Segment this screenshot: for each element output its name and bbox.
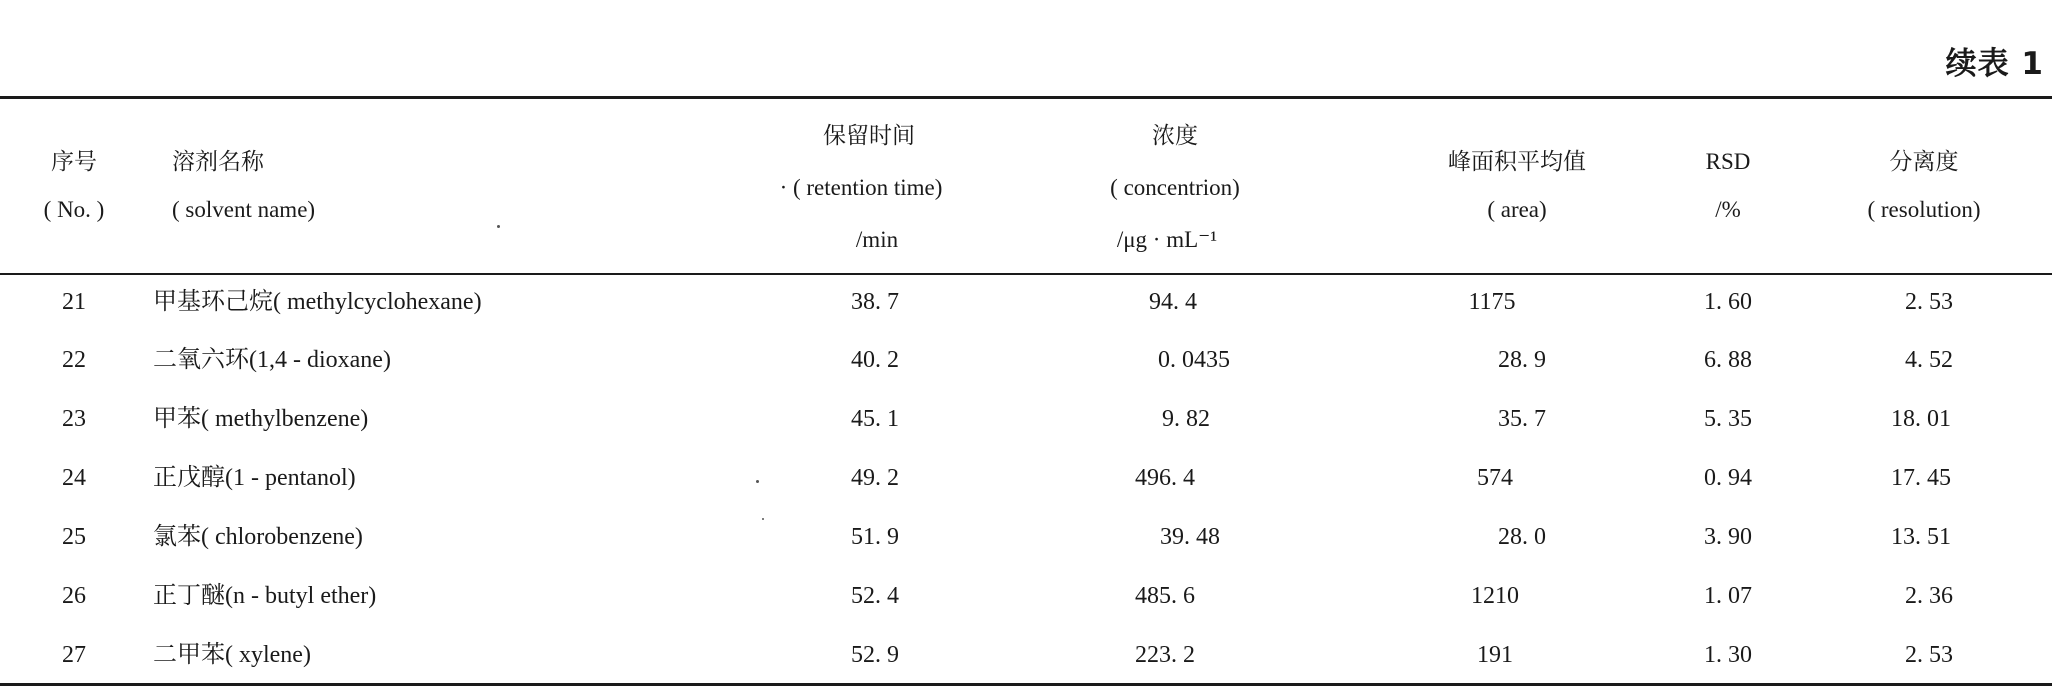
cell-retention: 40. 2 [851,347,899,373]
header-area-zh: 峰面积平均值 [1448,149,1586,174]
cell-retention: 52. 9 [851,642,899,668]
cell-area: 28. 9 [1498,347,1546,373]
table-top-rule [0,96,2052,99]
cell-solvent: 甲基环己烷( methylcyclohexane) [153,289,482,315]
speck [756,480,759,483]
cell-rsd: 3. 90 [1704,524,1752,550]
cell-concentration: 39. 48 [1160,524,1220,550]
cell-rsd: 5. 35 [1704,406,1752,432]
table-caption: 续表 1 [1945,46,2044,82]
header-resolution-zh: 分离度 [1889,149,1959,174]
cell-solvent: 二氧六环(1,4 - dioxane) [153,347,391,373]
cell-concentration: 0. 0435 [1158,347,1230,373]
cell-no: 26 [62,583,86,609]
cell-retention: 45. 1 [851,406,899,432]
header-solvent-en: ( solvent name) [172,197,316,222]
cell-resolution: 2. 53 [1905,642,1953,668]
header-rsd-unit: /% [1715,197,1741,222]
cell-area: 1210 [1471,583,1519,609]
cell-no: 21 [62,289,86,315]
header-retention-zh: 保留时间 [823,123,915,148]
cell-no: 27 [62,642,86,668]
cell-no: 22 [62,347,86,373]
cell-retention: 38. 7 [851,289,899,315]
cell-retention: 49. 2 [851,465,899,491]
header-no-zh: 序号 [51,149,97,174]
cell-resolution: 2. 53 [1905,289,1953,315]
cell-retention: 51. 9 [851,524,899,550]
table-header-rule [0,273,2052,275]
header-rsd: RSD [1705,149,1751,174]
cell-rsd: 0. 94 [1704,465,1752,491]
cell-solvent: 氯苯( chlorobenzene) [153,524,363,550]
cell-concentration: 223. 2 [1135,642,1195,668]
cell-rsd: 6. 88 [1704,347,1752,373]
cell-no: 25 [62,524,86,550]
header-resolution-en: ( resolution) [1867,197,1981,222]
cell-solvent: 二甲苯( xylene) [153,642,311,668]
cell-area: 35. 7 [1498,406,1546,432]
cell-concentration: 496. 4 [1135,465,1195,491]
cell-resolution: 2. 36 [1905,583,1953,609]
speck [497,225,500,228]
cell-concentration: 94. 4 [1149,289,1197,315]
cell-retention: 52. 4 [851,583,899,609]
header-area-en: ( area) [1487,197,1547,222]
header-concentration-zh: 浓度 [1152,123,1198,148]
cell-resolution: 18. 01 [1891,406,1951,432]
cell-no: 23 [62,406,86,432]
cell-area: 574 [1477,465,1513,491]
header-no-en: ( No. ) [43,197,105,222]
cell-area: 1175 [1468,289,1516,315]
cell-concentration: 485. 6 [1135,583,1195,609]
cell-rsd: 1. 60 [1704,289,1752,315]
cell-resolution: 13. 51 [1891,524,1951,550]
cell-rsd: 1. 30 [1704,642,1752,668]
speck [762,518,764,520]
cell-resolution: 4. 52 [1905,347,1953,373]
cell-area: 191 [1477,642,1513,668]
table-bottom-rule [0,683,2052,686]
header-retention-unit: /min [855,227,899,252]
header-concentration-unit: /μg · mL⁻¹ [1116,227,1218,252]
header-concentration-en: ( concentrion) [1110,175,1240,200]
cell-area: 28. 0 [1498,524,1546,550]
cell-solvent: 甲苯( methylbenzene) [153,406,369,432]
cell-resolution: 17. 45 [1891,465,1951,491]
header-retention-en: · ( retention time) [779,175,943,200]
header-solvent-zh: 溶剂名称 [172,149,264,174]
cell-solvent: 正戊醇(1 - pentanol) [153,465,356,491]
cell-concentration: 9. 82 [1162,406,1210,432]
cell-no: 24 [62,465,86,491]
cell-solvent: 正丁醚(n - butyl ether) [153,583,377,609]
cell-rsd: 1. 07 [1704,583,1752,609]
